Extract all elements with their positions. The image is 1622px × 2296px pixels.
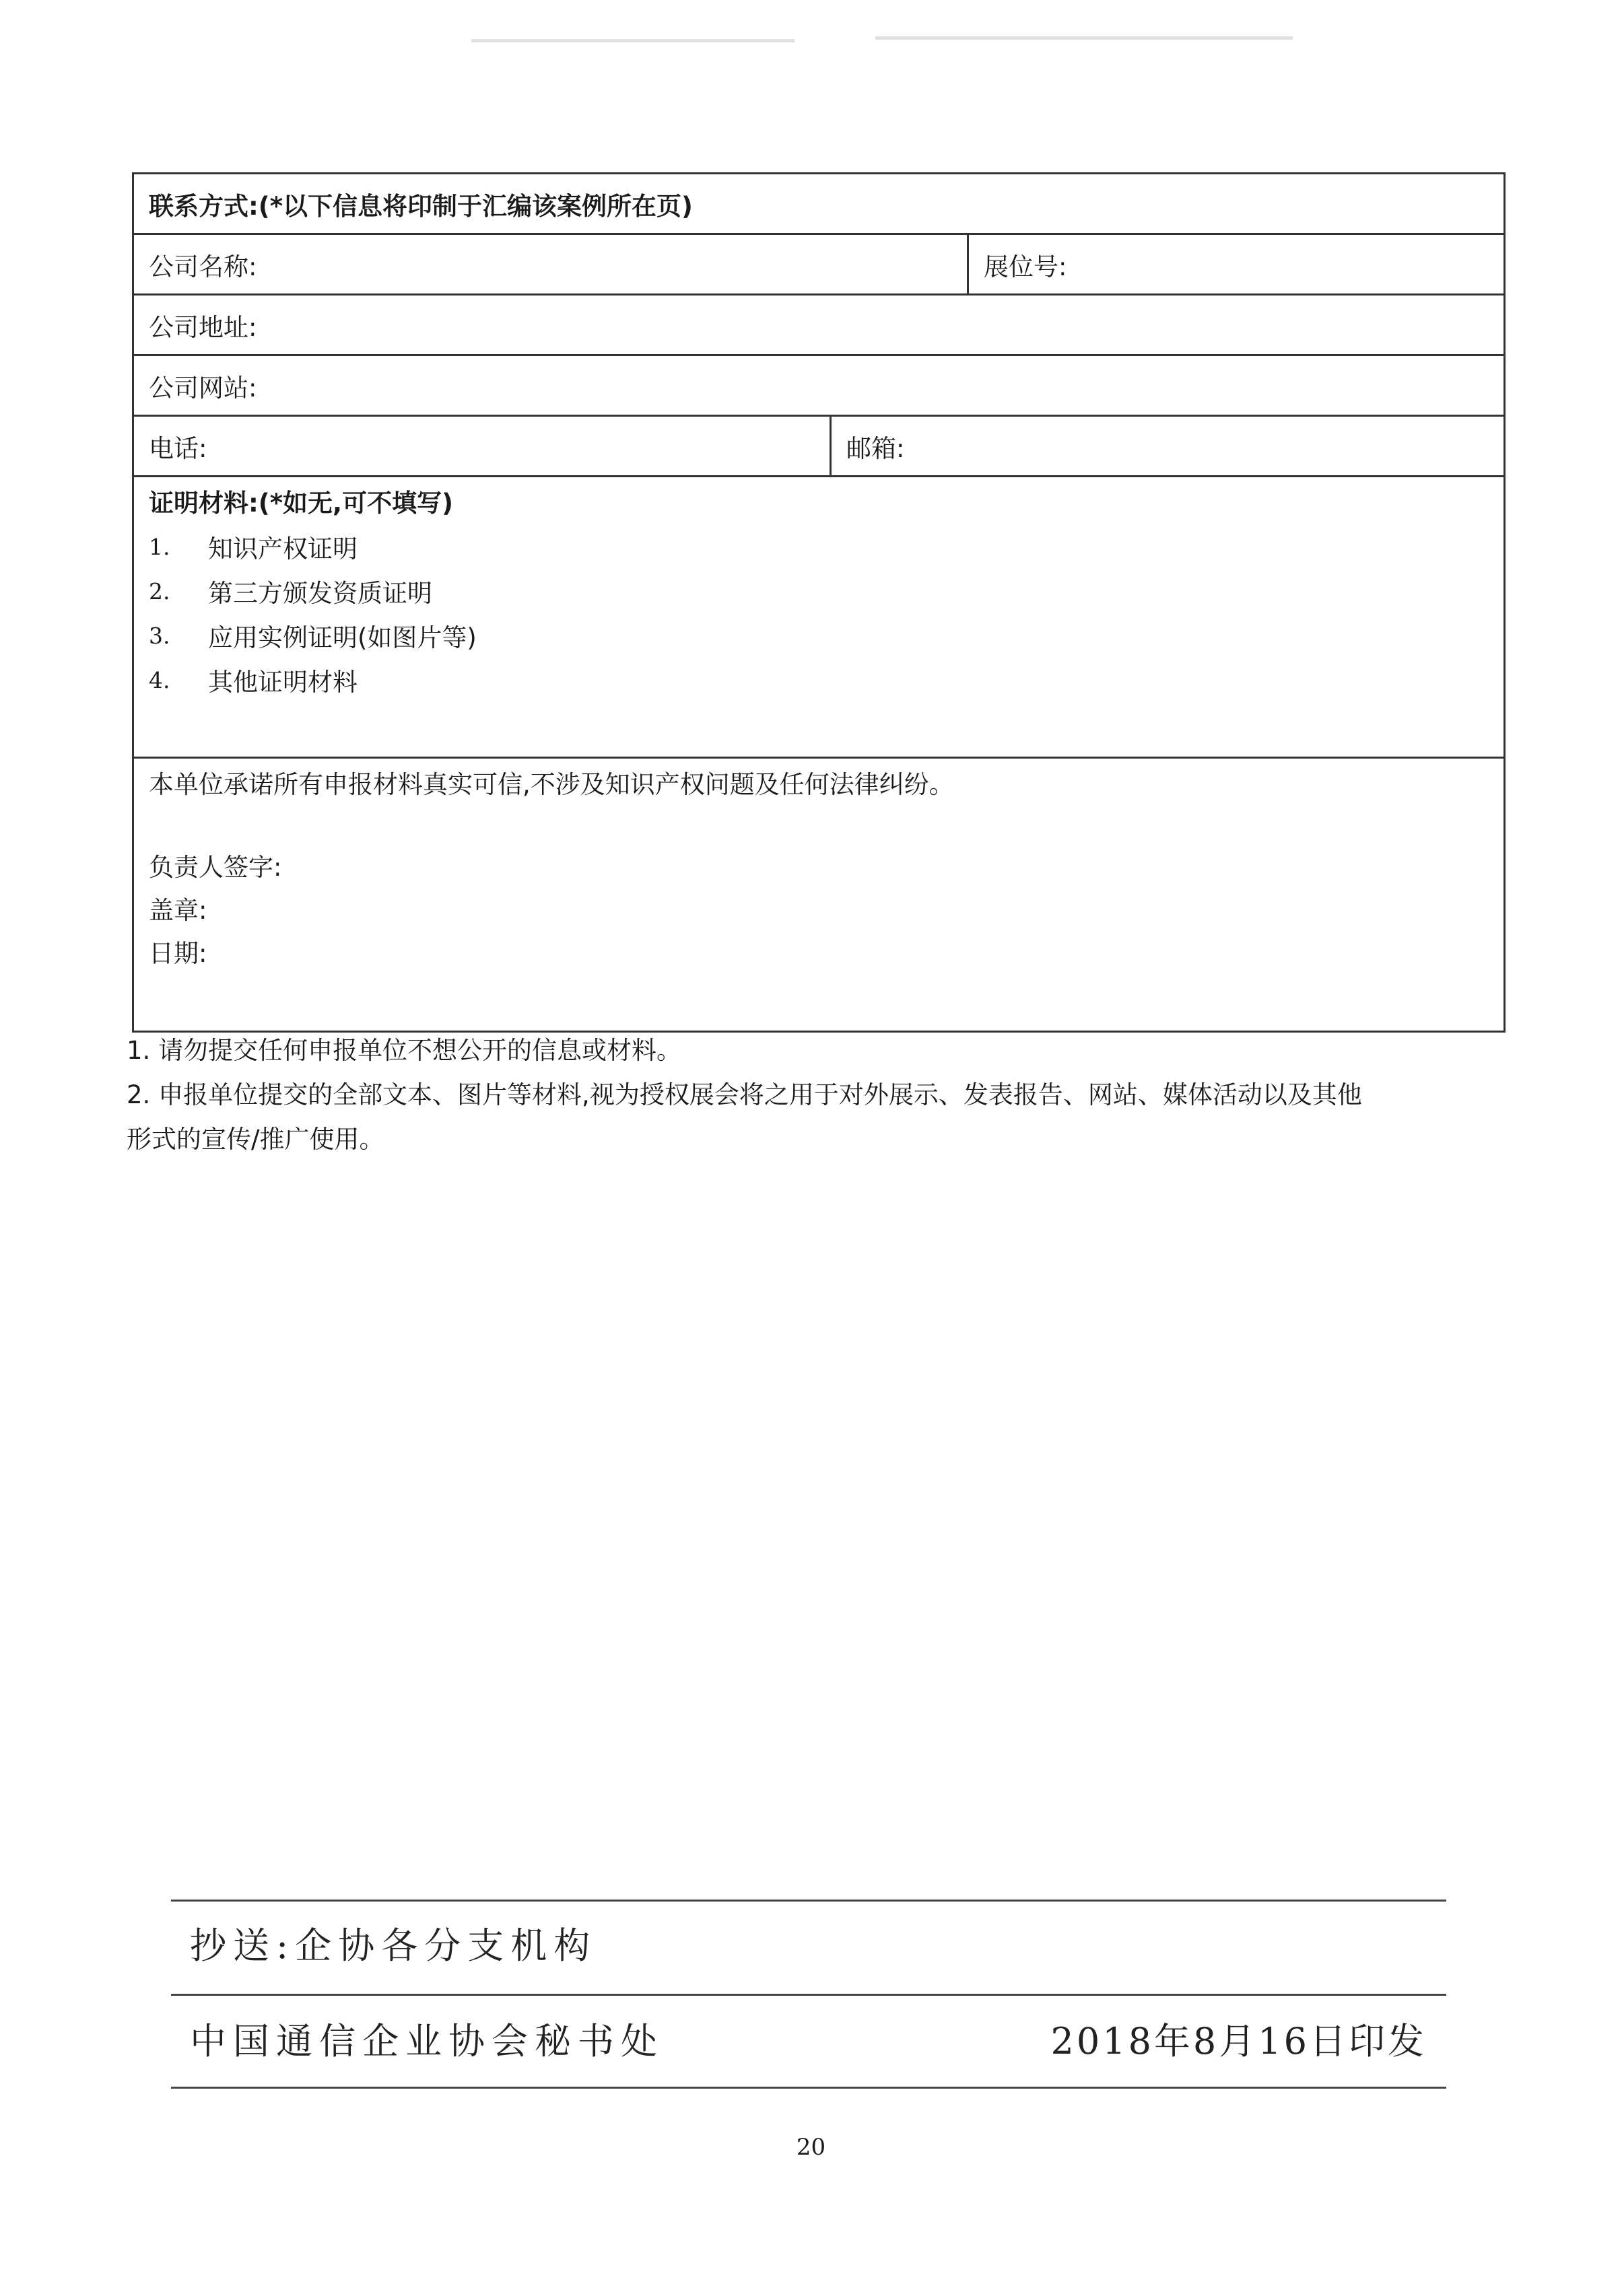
- footer-rule-middle: [171, 1994, 1446, 1996]
- evidence-item: [149, 658, 1489, 702]
- page-number: 20: [796, 2134, 826, 2161]
- email-field[interactable]: [832, 417, 1503, 475]
- signer-field[interactable]: 负责人签字:: [149, 853, 282, 882]
- booth-number-field[interactable]: [969, 235, 1503, 293]
- phone-email-row: [134, 417, 1503, 477]
- scan-artifact: [471, 39, 795, 42]
- company-address-field[interactable]: [134, 295, 1503, 354]
- booth-number-label: 展位号:: [984, 252, 1067, 281]
- evidence-item: [149, 524, 1489, 569]
- phone-label: 电话:: [149, 433, 207, 463]
- evidence-item: [149, 613, 1489, 658]
- evidence-heading: 证明材料:(*如无,可不填写): [149, 489, 454, 518]
- company-name-label: 公司名称:: [149, 252, 257, 281]
- cc-line: 抄送:企协各分支机构: [190, 1924, 597, 1967]
- phone-field[interactable]: [134, 417, 832, 475]
- contact-heading-row: [134, 174, 1503, 235]
- evidence-item-number: 3.: [149, 622, 170, 649]
- evidence-item-number: 1.: [149, 533, 170, 560]
- evidence-item-text: 应用实例证明(如图片等): [208, 623, 477, 652]
- contact-heading: 联系方式:(*以下信息将印制于汇编该案例所在页): [149, 191, 693, 221]
- company-website-label: 公司网站:: [149, 373, 257, 403]
- footer-rule-bottom: [171, 2087, 1446, 2089]
- company-website-field[interactable]: [134, 356, 1503, 415]
- company-website-row: [134, 356, 1503, 417]
- company-name-field[interactable]: [134, 235, 969, 293]
- issue-date: 2018年8月16日印发: [1050, 2020, 1427, 2062]
- evidence-item-text: 其他证明材料: [208, 668, 358, 697]
- date-field[interactable]: 日期:: [149, 939, 207, 968]
- note-line: 形式的宣传/推广使用。: [127, 1125, 384, 1154]
- commitment-statement: 本单位承诺所有申报材料真实可信,不涉及知识产权问题及任何法律纠纷。: [149, 770, 954, 799]
- evidence-item-number: 2.: [149, 578, 170, 604]
- evidence-item-text: 知识产权证明: [208, 534, 358, 563]
- evidence-item-text: 第三方颁发资质证明: [208, 579, 432, 608]
- email-label: 邮箱:: [846, 433, 905, 463]
- commitment-section: [134, 759, 1503, 1031]
- footer-rule-top: [171, 1900, 1446, 1902]
- note-line: 1. 请勿提交任何申报单位不想公开的信息或材料。: [127, 1036, 682, 1065]
- seal-field[interactable]: 盖章:: [149, 896, 207, 925]
- note-line: 2. 申报单位提交的全部文本、图片等材料,视为授权展会将之用于对外展示、发表报告、网站、媒体活动以及其他: [127, 1080, 1362, 1109]
- evidence-item: [149, 569, 1489, 613]
- issuer-name: 中国通信企业协会秘书处: [190, 2020, 664, 2062]
- scan-artifact: [875, 36, 1293, 40]
- evidence-item-number: 4.: [149, 666, 170, 693]
- evidence-section: [134, 477, 1503, 759]
- application-form-table: [132, 172, 1506, 1033]
- company-address-label: 公司地址:: [149, 312, 257, 342]
- company-address-row: [134, 295, 1503, 356]
- company-name-row: [134, 235, 1503, 295]
- notes-section: [127, 1029, 1527, 1162]
